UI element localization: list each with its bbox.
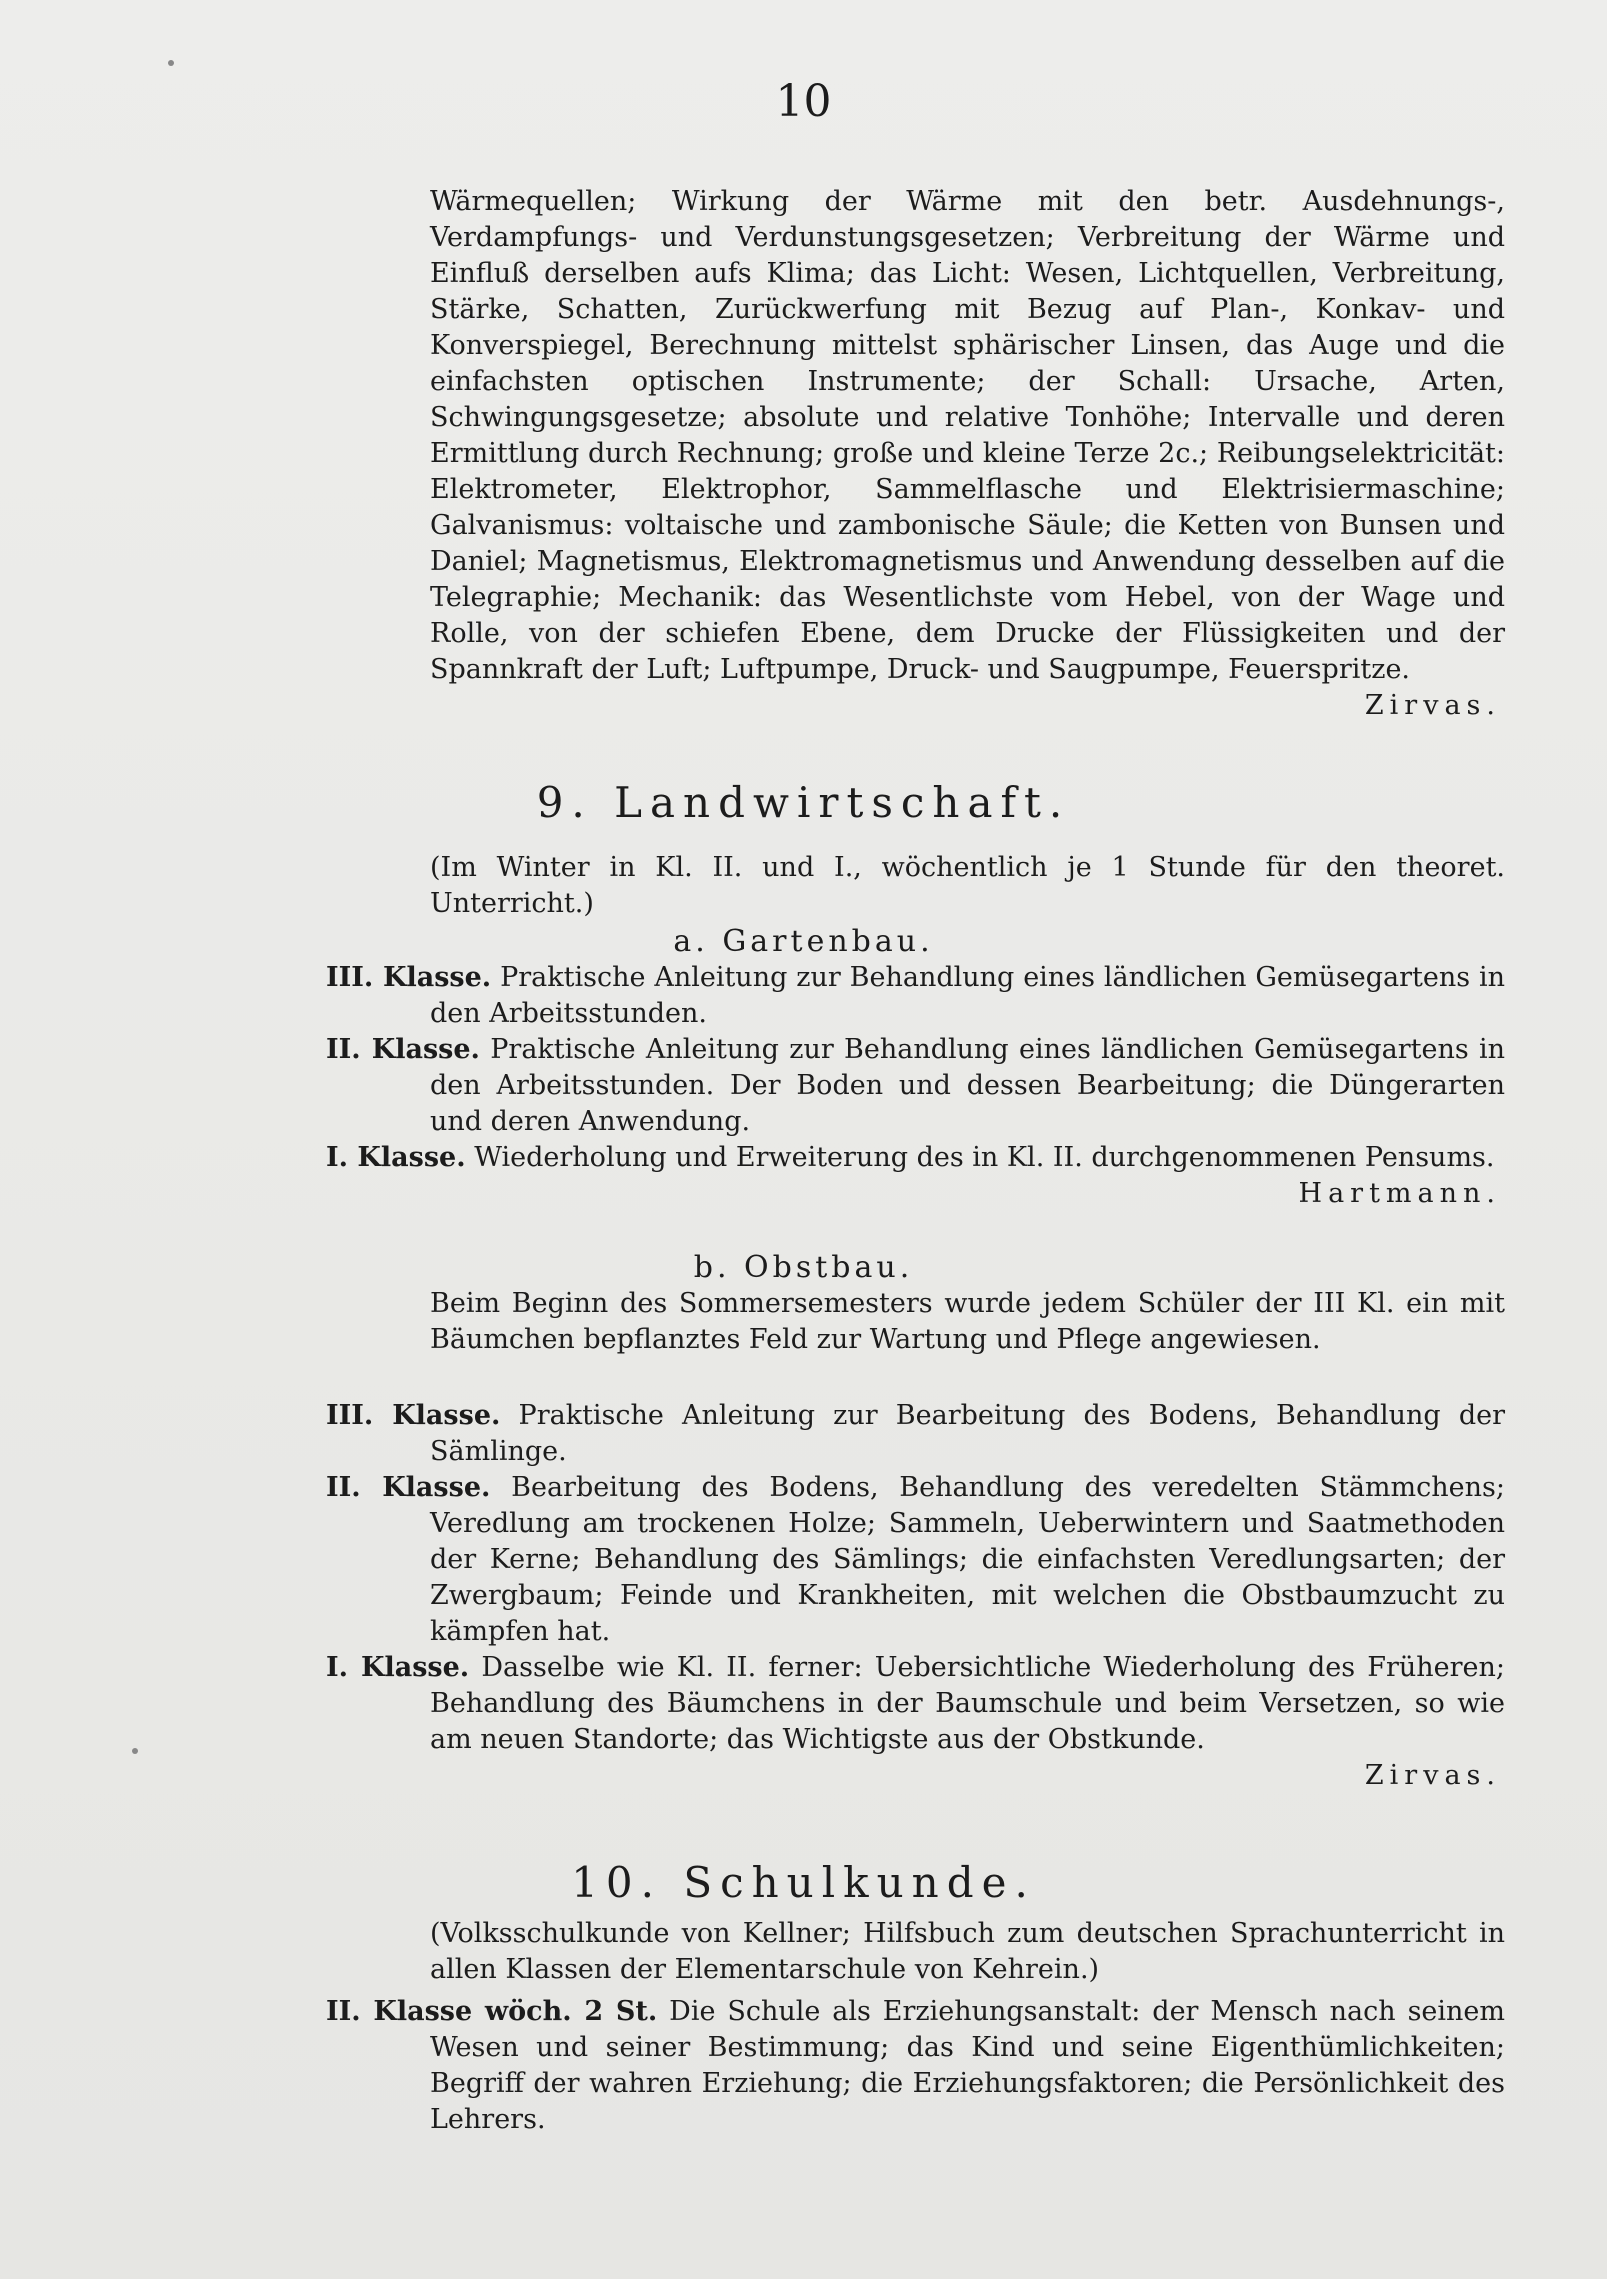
page-speck [168,60,174,66]
class-entries [326,960,1505,1212]
signature: Hartmann. [1298,1178,1501,1209]
physics-paragraph [430,184,1505,724]
class-label: I. Klasse. [326,1142,466,1173]
class-entry [326,1994,1505,2138]
class-text: Wiederholung und Erweiterung des in Kl. II. durchgenommenen Pensums. [474,1142,1495,1173]
fruit-intro: Beim Beginn des Sommersemesters wurde jedem Schüler der III Kl. ein mit Bäumchen bepflanztes Feld zur Wartung und Pflege angewiesen. [430,1288,1505,1355]
signature: Zirvas. [1364,690,1501,721]
class-entry [326,1140,1505,1176]
class-text: Praktische Anleitung zur Bearbeitung des Bodens, Behandlung der Sämlinge. [430,1400,1505,1467]
section-title: 10. Schulkunde. [571,1858,1036,1907]
class-text: Praktische Anleitung zur Behandlung eines ländlichen Gemüsegartens in den Arbeitsstunden. [430,962,1505,1029]
section-title: 9. Landwirtschaft. [536,778,1071,827]
class-entries [326,1398,1505,1794]
class-label: II. Klasse. [326,1472,491,1503]
class-entry [326,1650,1505,1758]
class-label: II. Klasse. [326,1034,480,1065]
class-entry [326,1470,1505,1650]
class-text: Dasselbe wie Kl. II. ferner: Uebersichtliche Wiederholung des Früheren; Behandlung des Bäumchens in der Baumschule und beim Versetzen, so wie am neuen Standorte; das Wichtigste aus der Obstkunde. [430,1652,1505,1755]
physics-text: Wärmequellen; Wirkung der Wärme mit den betr. Ausdehnungs-, Verdampfungs- und Verdunstungsgesetzen; Verbreitung der Wärme und Einfluß derselben aufs Klima; das Licht: Wesen, Lichtquellen, Verbreitung, Stärke, Schatten, Zurückwerfung mit Bezug auf Plan-, Konkav- und Konverspiegel, Berechnung mittelst sphärischer Linsen, das Auge und die einfachsten optischen Instrumente; der Schall: Ursache, Arten, Schwingungsgesetze; absolute und relative Tonhöhe; Intervalle und deren Ermittlung durch Rechnung; große und kleine Terze 2c.; Reibungselektricität: Elektrometer, Elektrophor, Sammelflasche und Elektrisiermaschine; Galvanismus: voltaische und zambonische Säule; die Ketten von Bunsen und Daniel; Magnetismus, Elektromagnetismus und Anwendung desselben auf die Telegraphie; Mechanik: das Wesentlichste vom Hebel, von der Wage und Rolle, von der schiefen Ebene, dem Drucke der Flüssigkeiten und der Spannkraft der Luft; Luftpumpe, Druck- und Saugpumpe, Feuerspritze. [430,186,1505,685]
class-text: Die Schule als Erziehungsanstalt: der Mensch nach seinem Wesen und seiner Bestimmung; das Kind und seine Eigenthümlichkeiten; Begriff der wahren Erziehung; die Erziehungsfaktoren; die Persönlichkeit des Lehrers. [430,1996,1506,2135]
class-entry [326,1032,1505,1140]
class-text: Bearbeitung des Bodens, Behandlung des veredelten Stämmchens; Veredlung am trockenen Holze; Sammeln, Ueberwintern und Saatmethoden der Kerne; Behandlung des Sämlings; die einfachsten Veredlungsarten; der Zwergbaum; Feinde und Krankheiten, mit welchen die Obstbaumzucht zu kämpfen hat. [430,1472,1505,1647]
class-label: II. Klasse wöch. 2 St. [326,1996,658,2027]
class-label: III. Klasse. [326,1400,501,1431]
page-number: 10 [775,76,832,127]
subsection-title: b. Obstbau. [693,1250,914,1285]
class-label: I. Klasse. [326,1652,470,1683]
section-intro: (Volksschulkunde von Kellner; Hilfsbuch zum deutschen Sprachunterricht in allen Klassen der Elementarschule von Kehrein.) [430,1918,1505,1985]
class-label: III. Klasse. [326,962,492,993]
subsection-title: a. Gartenbau. [673,924,934,959]
class-entry [326,1398,1505,1470]
section-intro: (Im Winter in Kl. II. und I., wöchentlich je 1 Stunde für den theoret. Unterricht.) [430,852,1505,919]
class-text: Praktische Anleitung zur Behandlung eines ländlichen Gemüsegartens in den Arbeitsstunden. Der Boden und dessen Bearbeitung; die Düngerarten und deren Anwendung. [430,1034,1505,1137]
page-speck [132,1748,138,1754]
signature: Zirvas. [1364,1760,1501,1791]
class-entries [326,1994,1505,2138]
class-entry [326,960,1505,1032]
